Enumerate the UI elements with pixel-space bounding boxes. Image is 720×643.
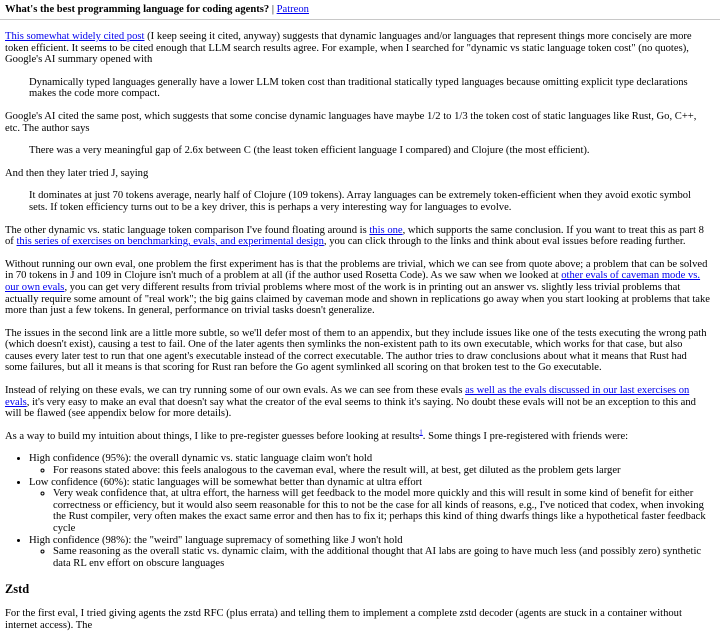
list-item [29, 477, 711, 535]
paragraph-text: , you can click through to the links and think about eval issues before reading further. [323, 236, 686, 248]
prediction-text: High confidence (95%): the overall dynamic vs. static language claim won't hold [29, 453, 373, 465]
prediction-text: Low confidence (60%): static languages will be somewhat better than dynamic at ultra effort [29, 476, 423, 488]
paragraph-trivial-problems [5, 259, 711, 317]
paragraph-own-evals [5, 385, 711, 420]
header-separator: | [271, 4, 274, 15]
quote-j-dominates: It dominates at just 70 tokens average, nearly half of Clojure (109 tokens). Array languages can be extremely token-efficient when they avoid exotic symbol sets. If token efficiency turns out to be a key driver, this is perhaps a very interesting way for languages to evolve. [29, 190, 692, 213]
section-heading-zstd: Zstd [5, 582, 30, 597]
paragraph-text: Without running our own eval, one problem the first experiment has is that the problems are trivial, which we can see from quote above; a problem that can be solved in 70 tokens in J and 109 in Clojure isn't much of a problem at all (if the author used Rosetta Code). As we saw when we looked at [5, 258, 708, 282]
this-one-link[interactable]: this one [369, 224, 403, 236]
paragraph-text: , you can get very different results from trivial problems where most of the work is in printing out an answer vs. slightly less trivial problems that actually require some amount of "real work"; the big gains claimed by caveman mode and shown in replications go away when you start looking at problems that take more than just a few tokens. In general, performance on trivial tasks doesn't generalize. [5, 281, 710, 317]
prediction-text: High confidence (98%): the "weird" language supremacy of something like J won't hold [29, 534, 403, 546]
paragraph-tried-j: And then they later tried J, saying [5, 167, 149, 179]
header-divider [0, 19, 720, 20]
paragraph-zstd-intro: For the first eval, I tried giving agents the zstd RFC (plus errata) and telling them to implement a complete zstd decoder (agents are stuck in a container without internet access). The [5, 608, 682, 631]
page-header [5, 4, 309, 16]
paragraph-second-link-issues: The issues in the second link are a little more subtle, so we'll defer most of them to an appendix, but they include issues like one of the tests executing the wrong path (which doesn't exist), causing a test to fail. One of the later agents then symlinks the non-existent path to its own executable, which works for that case, but also causes every later test to run that one agent's executable instead of the correct executable. The author tries to draw conclusions about what it means that Rust had some failures, but all it means is that scoring for Rust ran before the Go agent symlinked all scoring on that broken test to the Go executable. [5, 327, 707, 374]
paragraph-google-cited: Google's AI cited the same post, which suggests that some concise dynamic languages have maybe 1/2 to 1/3 the token cost of static languages like Rust, Go, C++, etc. The author says [5, 110, 697, 134]
quote-google-ai: Dynamically typed languages generally have a lower LLM token cost than traditional statically typed languages because omitting explicit type declarations makes the code more compact. [29, 76, 688, 100]
post-title: What's the best programming language for coding agents? [5, 4, 270, 15]
list-item [29, 453, 711, 476]
paragraph-text: . Some things I pre-registered with friends were: [422, 430, 629, 442]
paragraph-preregister [5, 428, 711, 443]
article-body [5, 31, 711, 643]
last-exercises-link[interactable]: as well as the evals discussed in our last exercises on evals [5, 385, 690, 408]
paragraph-other-comparison [5, 225, 711, 248]
paragraph-text: , which supports the same conclusion. If you want to treat this as part 8 of [5, 224, 704, 248]
series-link[interactable]: this series of exercises on benchmarking, evals, and experimental design [16, 236, 324, 248]
paragraph-text: The other dynamic vs. static language token comparison I've found floating around is [5, 224, 370, 236]
patreon-link[interactable]: Patreon [276, 4, 309, 15]
list-item: ◦ For reasons stated above: this feels analogous to the caveman eval, where the result will, at best, get diluted as the problem gets larger [53, 465, 711, 477]
paragraph-text: , it's very easy to make an eval that doesn't say what the creator of the eval seems to think it's saying. No doubt these evals will not be an exception to this and will be flawed (see appendix below for more details). [5, 396, 696, 420]
cited-post-link[interactable]: This somewhat widely cited post [5, 31, 145, 42]
list-item: ◦ Same reasoning as the overall static vs. dynamic claim, with the additional thought that AI labs are going to have much less (and possibly zero) synthetic data RL env effort on obscure languages [53, 546, 711, 569]
paragraph-text: As a way to build my intuition about things, I like to pre-register guesses before looking at results [5, 430, 420, 442]
list-item: ◦ Very weak confidence that, at ultra effort, the harness will get feedback to the model more quickly and this will result in some kind of benefit for either correctness or efficiency, but it would also seem reasonable for this to not be the case for all kinds of reasons, e.g., I've noticed that codex, when invoking the Rust compiler, very often makes the exact same error and then has to fix it; perhaps this kind of thing dwarfs things like a hypothetical faster feedback cycle [53, 488, 711, 534]
footnote-link[interactable]: 1 [419, 428, 423, 437]
paragraph-text: (I keep seeing it cited, anyway) suggests that dynamic languages and/or languages that represent things more concisely are more token efficient. It seems to be cited enough that LLM search results agree. For example, when I searched for "dynamic vs static language token cost" (no quotes), Google's AI summary opened with [5, 31, 692, 66]
paragraph-intro [5, 31, 711, 66]
predictions-list [5, 453, 711, 569]
paragraph-text: Instead of relying on these evals, we can try running some of our own evals. As we can see from these evals [5, 385, 466, 397]
quote-author-gap: There was a very meaningful gap of 2.6x between C (the least token efficient language I compared) and Clojure (the most efficient). [29, 145, 590, 157]
caveman-evals-link[interactable]: other evals of caveman mode vs. our own evals [5, 270, 701, 293]
